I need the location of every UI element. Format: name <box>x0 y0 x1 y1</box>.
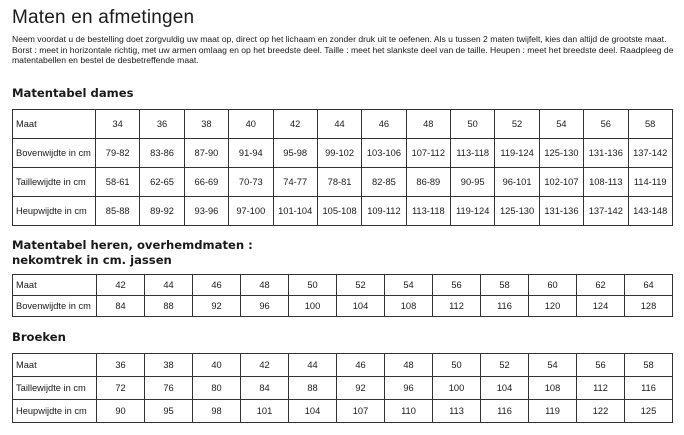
table-cell: 101-104 <box>273 197 317 226</box>
table-cell: 107 <box>337 400 385 423</box>
table-cell: 96 <box>385 377 433 400</box>
table-cell: 95-98 <box>273 139 317 168</box>
table-row <box>13 110 673 139</box>
row-label: Maat <box>13 110 96 139</box>
table-cell: 74-77 <box>273 168 317 197</box>
row-label: Taillewijdte in cm <box>13 377 97 400</box>
table-cell: 93-96 <box>184 197 228 226</box>
table-cell: 125-130 <box>539 139 583 168</box>
table-cell: 92 <box>337 377 385 400</box>
table-cell: 102-107 <box>539 168 583 197</box>
table-cell: 114-119 <box>628 168 672 197</box>
table-cell: 104 <box>481 377 529 400</box>
row-label: Maat <box>13 275 97 296</box>
table-cell: 78-81 <box>317 168 361 197</box>
table-cell: 58-61 <box>96 168 140 197</box>
table-cell: 38 <box>184 110 228 139</box>
table-cell: 143-148 <box>628 197 672 226</box>
table-cell: 131-136 <box>539 197 583 226</box>
table-cell: 48 <box>406 110 450 139</box>
table-cell: 40 <box>229 110 273 139</box>
table-cell: 88 <box>289 377 337 400</box>
table-row <box>13 377 673 400</box>
table-title-dames: Matentabel dames <box>12 86 134 100</box>
table-cell: 42 <box>97 275 145 296</box>
table-cell: 46 <box>337 354 385 377</box>
table-cell: 52 <box>495 110 539 139</box>
table-cell: 99-102 <box>317 139 361 168</box>
table-cell: 62-65 <box>140 168 184 197</box>
table-cell: 119-124 <box>495 139 539 168</box>
table-cell: 119 <box>529 400 577 423</box>
table-cell: 84 <box>241 377 289 400</box>
table-cell: 50 <box>433 354 481 377</box>
table-cell: 82-85 <box>362 168 406 197</box>
table-cell: 124 <box>577 296 625 317</box>
table-cell: 122 <box>577 400 625 423</box>
table-cell: 108-113 <box>584 168 628 197</box>
table-cell: 42 <box>241 354 289 377</box>
table-cell: 64 <box>625 275 673 296</box>
table-cell: 113 <box>433 400 481 423</box>
table-cell: 56 <box>577 354 625 377</box>
table-cell: 96-101 <box>495 168 539 197</box>
table-cell: 46 <box>193 275 241 296</box>
table-cell: 90 <box>97 400 145 423</box>
table-cell: 46 <box>362 110 406 139</box>
table-cell: 100 <box>433 377 481 400</box>
table-cell: 56 <box>433 275 481 296</box>
table-cell: 104 <box>337 296 385 317</box>
table-cell: 108 <box>529 377 577 400</box>
table-cell: 34 <box>96 110 140 139</box>
table-cell: 104 <box>289 400 337 423</box>
table-cell: 70-73 <box>229 168 273 197</box>
table-cell: 58 <box>481 275 529 296</box>
table-cell: 72 <box>97 377 145 400</box>
size-table-dames <box>12 109 673 226</box>
table-cell: 96 <box>241 296 289 317</box>
table-cell: 113-118 <box>406 197 450 226</box>
size-guide-page <box>12 6 674 416</box>
table-cell: 91-94 <box>229 139 273 168</box>
table-cell: 48 <box>385 354 433 377</box>
table-cell: 116 <box>481 400 529 423</box>
table-cell: 62 <box>577 275 625 296</box>
table-cell: 44 <box>317 110 361 139</box>
table-cell: 52 <box>481 354 529 377</box>
table-cell: 60 <box>529 275 577 296</box>
table-row <box>13 400 673 423</box>
table-cell: 88 <box>145 296 193 317</box>
table-cell: 56 <box>584 110 628 139</box>
table-cell: 66-69 <box>184 168 228 197</box>
table-row <box>13 197 673 226</box>
table-cell: 137-142 <box>584 197 628 226</box>
table-cell: 84 <box>97 296 145 317</box>
table-cell: 44 <box>289 354 337 377</box>
table-cell: 109-112 <box>362 197 406 226</box>
row-label: Bovenwijdte in cm <box>13 139 96 168</box>
table-cell: 89-92 <box>140 197 184 226</box>
table-cell: 97-100 <box>229 197 273 226</box>
row-label: Taillewijdte in cm <box>13 168 96 197</box>
table-cell: 119-124 <box>451 197 495 226</box>
table-cell: 80 <box>193 377 241 400</box>
table-cell: 92 <box>193 296 241 317</box>
table-cell: 85-88 <box>96 197 140 226</box>
table-cell: 105-108 <box>317 197 361 226</box>
table-cell: 103-106 <box>362 139 406 168</box>
table-cell: 38 <box>145 354 193 377</box>
table-cell: 107-112 <box>406 139 450 168</box>
table-row <box>13 168 673 197</box>
table-cell: 108 <box>385 296 433 317</box>
table-title-broeken: Broeken <box>12 330 66 344</box>
row-label: Heupwijdte in cm <box>13 400 97 423</box>
table-cell: 90-95 <box>451 168 495 197</box>
table-cell: 100 <box>289 296 337 317</box>
table-cell: 131-136 <box>584 139 628 168</box>
table-cell: 58 <box>625 354 673 377</box>
intro-text: Neem voordat u de bestelling doet zorgvuldig uw maat op, direct op het lichaam en zonder druk uit te oefenen. Als u tussen 2 maten twijfelt, kies dan altijd de grootste maat. Borst : meet in horizontale richtig, met uw armen omlaag en op het breedste deel. Taille : meet het slankste deel van de taille. Heupen : meet het breedste deel. Raadpleeg de matentabellen en bestel de desbetreffende maat. <box>12 34 674 65</box>
table-cell: 86-89 <box>406 168 450 197</box>
row-label: Bovenwijdte in cm <box>13 296 97 317</box>
table-cell: 101 <box>241 400 289 423</box>
table-cell: 54 <box>539 110 583 139</box>
table-cell: 42 <box>273 110 317 139</box>
page-title: Maten en afmetingen <box>12 7 195 28</box>
table-cell: 112 <box>433 296 481 317</box>
table-cell: 79-82 <box>96 139 140 168</box>
table-row <box>13 139 673 168</box>
table-cell: 113-118 <box>451 139 495 168</box>
table-row <box>13 275 673 296</box>
table-cell: 128 <box>625 296 673 317</box>
table-cell: 116 <box>625 377 673 400</box>
size-table-broeken <box>12 353 673 423</box>
table-cell: 40 <box>193 354 241 377</box>
table-cell: 54 <box>385 275 433 296</box>
table-cell: 112 <box>577 377 625 400</box>
table-cell: 137-142 <box>628 139 672 168</box>
table-cell: 116 <box>481 296 529 317</box>
table-cell: 58 <box>628 110 672 139</box>
table-cell: 44 <box>145 275 193 296</box>
table-cell: 83-86 <box>140 139 184 168</box>
table-title-heren <box>12 238 253 268</box>
table-cell: 98 <box>193 400 241 423</box>
table-title-heren-line2: nekomtrek in cm. jassen <box>12 253 172 267</box>
table-cell: 52 <box>337 275 385 296</box>
table-cell: 36 <box>140 110 184 139</box>
size-table-heren <box>12 274 673 317</box>
table-row <box>13 354 673 377</box>
row-label: Maat <box>13 354 97 377</box>
table-cell: 50 <box>289 275 337 296</box>
table-cell: 54 <box>529 354 577 377</box>
table-row <box>13 296 673 317</box>
table-cell: 95 <box>145 400 193 423</box>
table-cell: 125 <box>625 400 673 423</box>
table-cell: 120 <box>529 296 577 317</box>
table-cell: 50 <box>451 110 495 139</box>
table-cell: 48 <box>241 275 289 296</box>
row-label: Heupwijdte in cm <box>13 197 96 226</box>
table-cell: 87-90 <box>184 139 228 168</box>
table-cell: 125-130 <box>495 197 539 226</box>
table-cell: 36 <box>97 354 145 377</box>
table-cell: 76 <box>145 377 193 400</box>
table-cell: 110 <box>385 400 433 423</box>
table-title-heren-line1: Matentabel heren, overhemdmaten : <box>12 238 253 252</box>
